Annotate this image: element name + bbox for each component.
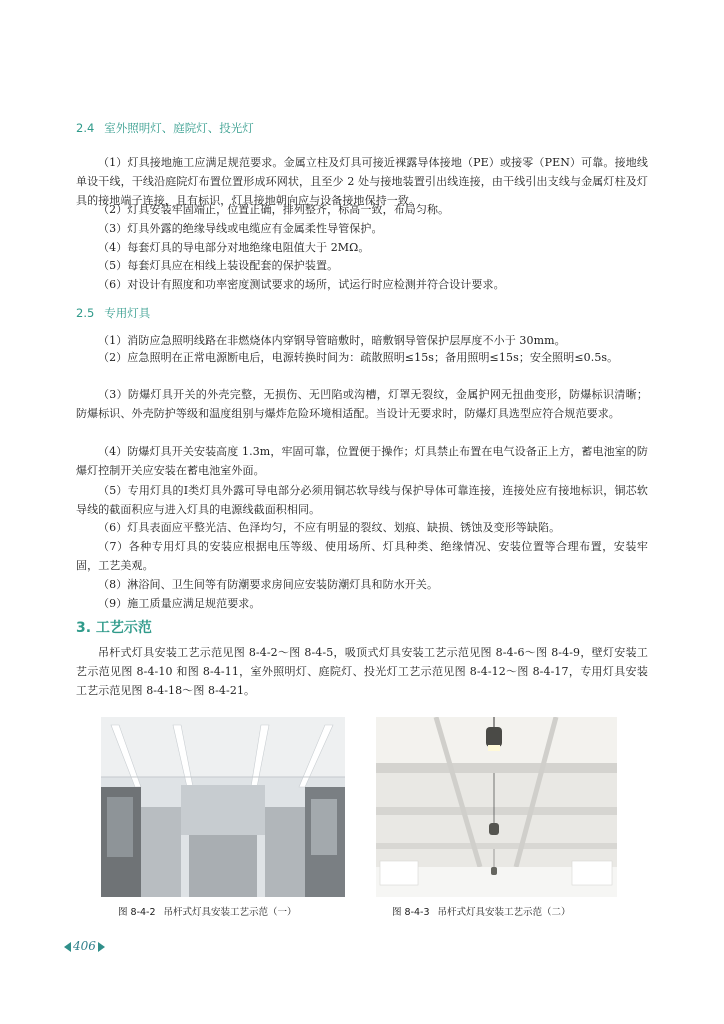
right-arrow-icon [98, 942, 105, 952]
left-arrow-icon [64, 942, 71, 952]
section-title: 专用灯具 [104, 306, 151, 320]
paragraph: （7）各种专用灯具的安装应根据电压等级、使用场所、灯具种类、绝缘情况、安装位置等合理布置，安装牢固，工艺美观。 [76, 540, 648, 572]
paragraph: 吊杆式灯具安装工艺示范见图 8-4-2～图 8-4-5，吸顶式灯具安装工艺示范见图 8-4-6～图 8-4-9，壁灯安装工艺示范见图 8-4-10 和图 8-4-11，室外照明灯、庭院灯、投光灯工艺示范见图 8-4-12～图 8-4-17，专用灯具安装工艺示范见图 8-4-18～图 8-4-21。 [76, 646, 648, 697]
figure-caption [392, 904, 571, 918]
section-2-4-heading [76, 120, 254, 136]
section-3-heading: 3. 工艺示范 [76, 620, 152, 636]
ceiling-pendant-lights-photo [101, 717, 345, 897]
paragraph: （8）淋浴间、卫生间等有防潮要求房间应安装防潮灯具和防水开关。 [98, 578, 439, 591]
figure-photo-1 [101, 717, 345, 897]
section-number: 2.4 [76, 121, 95, 135]
ceiling-beam-pendant-lights-photo [376, 717, 617, 897]
page-number [64, 939, 105, 953]
figure-number: 图 8-4-3 [392, 907, 430, 918]
paragraph: （6）对设计有照度和功率密度测试要求的场所，试运行时应检测并符合设计要求。 [98, 278, 505, 291]
paragraph: （3）防爆灯具开关的外壳完整，无损伤、无凹陷或沟槽，灯罩无裂纹，金属护网无扭曲变形，防爆标识清晰；防爆标识、外壳防护等级和温度组别与爆炸危险环境相适配。当设计无要求时，防爆灯具选型应符合规范要求。 [76, 388, 648, 420]
figure-title: 吊杆式灯具安装工艺示范（一） [163, 907, 297, 918]
paragraph: （9）施工质量应满足规范要求。 [98, 597, 261, 610]
paragraph: （6）灯具表面应平整光洁、色泽均匀，不应有明显的裂纹、划痕、缺损、锈蚀及变形等缺陷。 [98, 521, 561, 534]
page-number-value: 406 [73, 939, 96, 953]
paragraph: （2）灯具安装牢固端正，位置正确，排列整齐，标高一致，布局匀称。 [98, 203, 450, 216]
figure-photo-2 [376, 717, 617, 897]
figure-caption [118, 904, 297, 918]
paragraph: （5）专用灯具的Ⅰ类灯具外露可导电部分必须用铜芯软导线与保护导体可靠连接，连接处应有接地标识，铜芯软导线的截面积应与进入灯具的电源线截面积相同。 [76, 484, 648, 516]
section-2-5-heading [76, 305, 150, 321]
paragraph: （4）每套灯具的导电部分对地绝缘电阻值大于 2MΩ。 [98, 241, 370, 254]
figure-number: 图 8-4-2 [118, 907, 156, 918]
section-title: 室外照明灯、庭院灯、投光灯 [104, 121, 254, 135]
paragraph: （2）应急照明在正常电源断电后，电源转换时间为：疏散照明≤15s；备用照明≤15s；安全照明≤0.5s。 [98, 351, 619, 364]
figure-title: 吊杆式灯具安装工艺示范（二） [437, 907, 571, 918]
paragraph: （4）防爆灯具开关安装高度 1.3m，牢固可靠，位置便于操作；灯具禁止布置在电气设备正上方，蓄电池室的防爆灯控制开关应安装在蓄电池室外面。 [76, 445, 648, 477]
paragraph: （1）灯具接地施工应满足规范要求。金属立柱及灯具可接近裸露导体接地（PE）或接零（PEN）可靠。接地线单设干线，干线沿庭院灯布置位置形成环网状，且至少 2 处与接地装置引出线连接，由干线引出支线与金属灯柱及灯具的接地端子连接，且有标识，灯具接地朝向应与设备接地保持一致。 [76, 156, 648, 207]
paragraph: （5）每套灯具应在相线上装设配套的保护装置。 [98, 259, 339, 272]
section-number: 2.5 [76, 306, 95, 320]
paragraph: （1）消防应急照明线路在非燃烧体内穿钢导管暗敷时，暗敷钢导管保护层厚度不小于 30mm。 [98, 334, 566, 347]
paragraph: （3）灯具外露的绝缘导线或电缆应有金属柔性导管保护。 [98, 222, 383, 235]
